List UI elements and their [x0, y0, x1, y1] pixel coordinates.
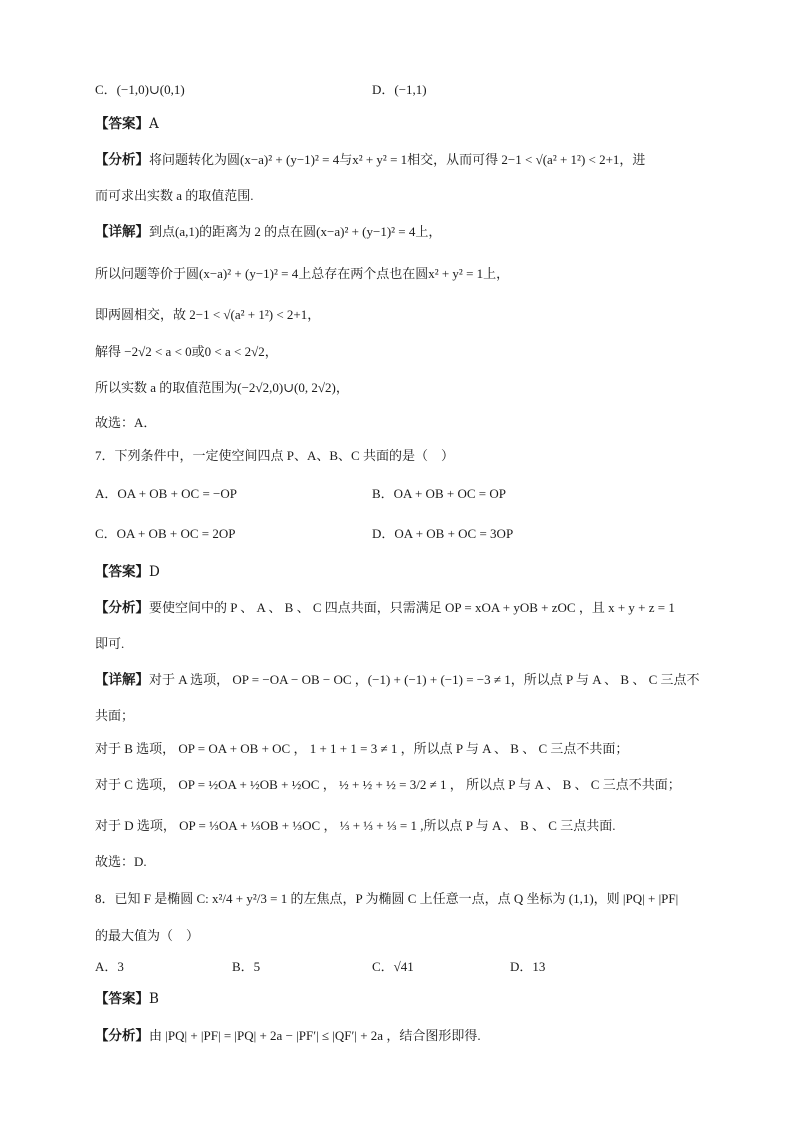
answer-line	[95, 562, 160, 582]
answer-value: D	[149, 564, 160, 580]
answer-line	[95, 114, 159, 134]
option-c: C．√41	[372, 959, 414, 974]
analysis-text: 将问题转化为圆(x−a)² + (y−1)² = 4与x² + y² = 1相交，从而可得 2−1 < √(a² + 1²) < 2+1，进	[149, 152, 646, 167]
analysis-line	[95, 1026, 481, 1046]
analysis-text: 即可.	[95, 636, 125, 651]
detail-text: 对于 A 选项， OP = −OA − OB − OC ，(−1) + (−1) + (−1) = −3 ≠ 1，所以点 P 与 A 、 B 、 C 三点不	[149, 672, 700, 687]
option-c: C．(−1,0)∪(0,1)	[95, 82, 185, 97]
detail-text: 所以问题等价于圆(x−a)² + (y−1)² = 4上总存在两个点也在圆x² + y² = 1上，	[95, 266, 510, 281]
detail-line	[95, 222, 441, 242]
answer-tag: 【答案】	[95, 116, 149, 132]
detail-text: 对于 C 选项， OP = ½OA + ½OB + ½OC ， ½ + ½ + ½ = 3/2 ≠ 1 ， 所以点 P 与 A 、 B 、 C 三点不共面；	[95, 777, 681, 792]
question-stem: 8．已知 F 是椭圆 C: x²/4 + y²/3 = 1 的左焦点，P 为椭圆 C 上任意一点，点 Q 坐标为 (1,1)，则 |PQ| + |PF|	[95, 891, 679, 906]
answer-tag: 【答案】	[95, 991, 149, 1007]
detail-text: 故选：A．	[95, 415, 157, 430]
detail-text: 对于 D 选项， OP = ⅓OA + ⅓OB + ⅓OC ， ⅓ + ⅓ + ⅓ = 1 ,所以点 P 与 A 、 B 、 C 三点共面.	[95, 818, 616, 833]
detail-text: 对于 B 选项， OP = OA + OB + OC ， 1 + 1 + 1 = 3 ≠ 1 ，所以点 P 与 A 、 B 、 C 三点不共面；	[95, 741, 629, 756]
detail-text: 故选：D.	[95, 854, 147, 869]
detail-text: 即两圆相交，故 2−1 < √(a² + 1²) < 2+1，	[95, 307, 321, 322]
analysis-text: 而可求出实数 a 的取值范围.	[95, 188, 254, 203]
option-c: C．OA + OB + OC = 2OP	[95, 526, 236, 541]
analysis-text: 由 |PQ| + |PF| = |PQ| + 2a − |PF′| ≤ |QF′| + 2a ，结合图形即得.	[149, 1028, 481, 1043]
analysis-tag: 【分析】	[95, 600, 149, 616]
option-b: B．OA + OB + OC = OP	[372, 486, 506, 501]
detail-tag: 【详解】	[95, 224, 149, 240]
answer-line	[95, 989, 159, 1009]
analysis-text: 要使空间中的 P 、 A 、 B 、 C 四点共面，只需满足 OP = xOA + yOB + zOC ，且 x + y + z = 1	[149, 600, 675, 615]
detail-text: 解得 −2√2 < a < 0或0 < a < 2√2，	[95, 344, 278, 359]
analysis-tag: 【分析】	[95, 1028, 149, 1044]
analysis-line	[95, 598, 675, 618]
question-stem: 7．下列条件中，一定使空间四点 P、A、B、C 共面的是（ ）	[95, 448, 454, 463]
detail-tag: 【详解】	[95, 672, 149, 688]
question-stem: 的最大值为（ ）	[95, 928, 200, 943]
detail-line	[95, 670, 700, 690]
analysis-tag: 【分析】	[95, 152, 149, 168]
detail-text: 到点(a,1)的距离为 2 的点在圆(x−a)² + (y−1)² = 4上，	[149, 224, 442, 239]
analysis-line	[95, 150, 645, 170]
answer-tag: 【答案】	[95, 564, 149, 580]
option-d: D．(−1,1)	[372, 82, 427, 97]
option-b: B．5	[232, 959, 261, 974]
option-d: D．OA + OB + OC = 3OP	[372, 526, 514, 541]
option-d: D．13	[510, 959, 546, 974]
answer-value: B	[149, 991, 159, 1007]
detail-text: 共面；	[95, 708, 135, 723]
option-a: A．3	[95, 959, 124, 974]
detail-text: 所以实数 a 的取值范围为(−2√2,0)∪(0, 2√2)，	[95, 380, 349, 395]
answer-value: A	[149, 116, 159, 132]
option-a: A．OA + OB + OC = −OP	[95, 486, 238, 501]
